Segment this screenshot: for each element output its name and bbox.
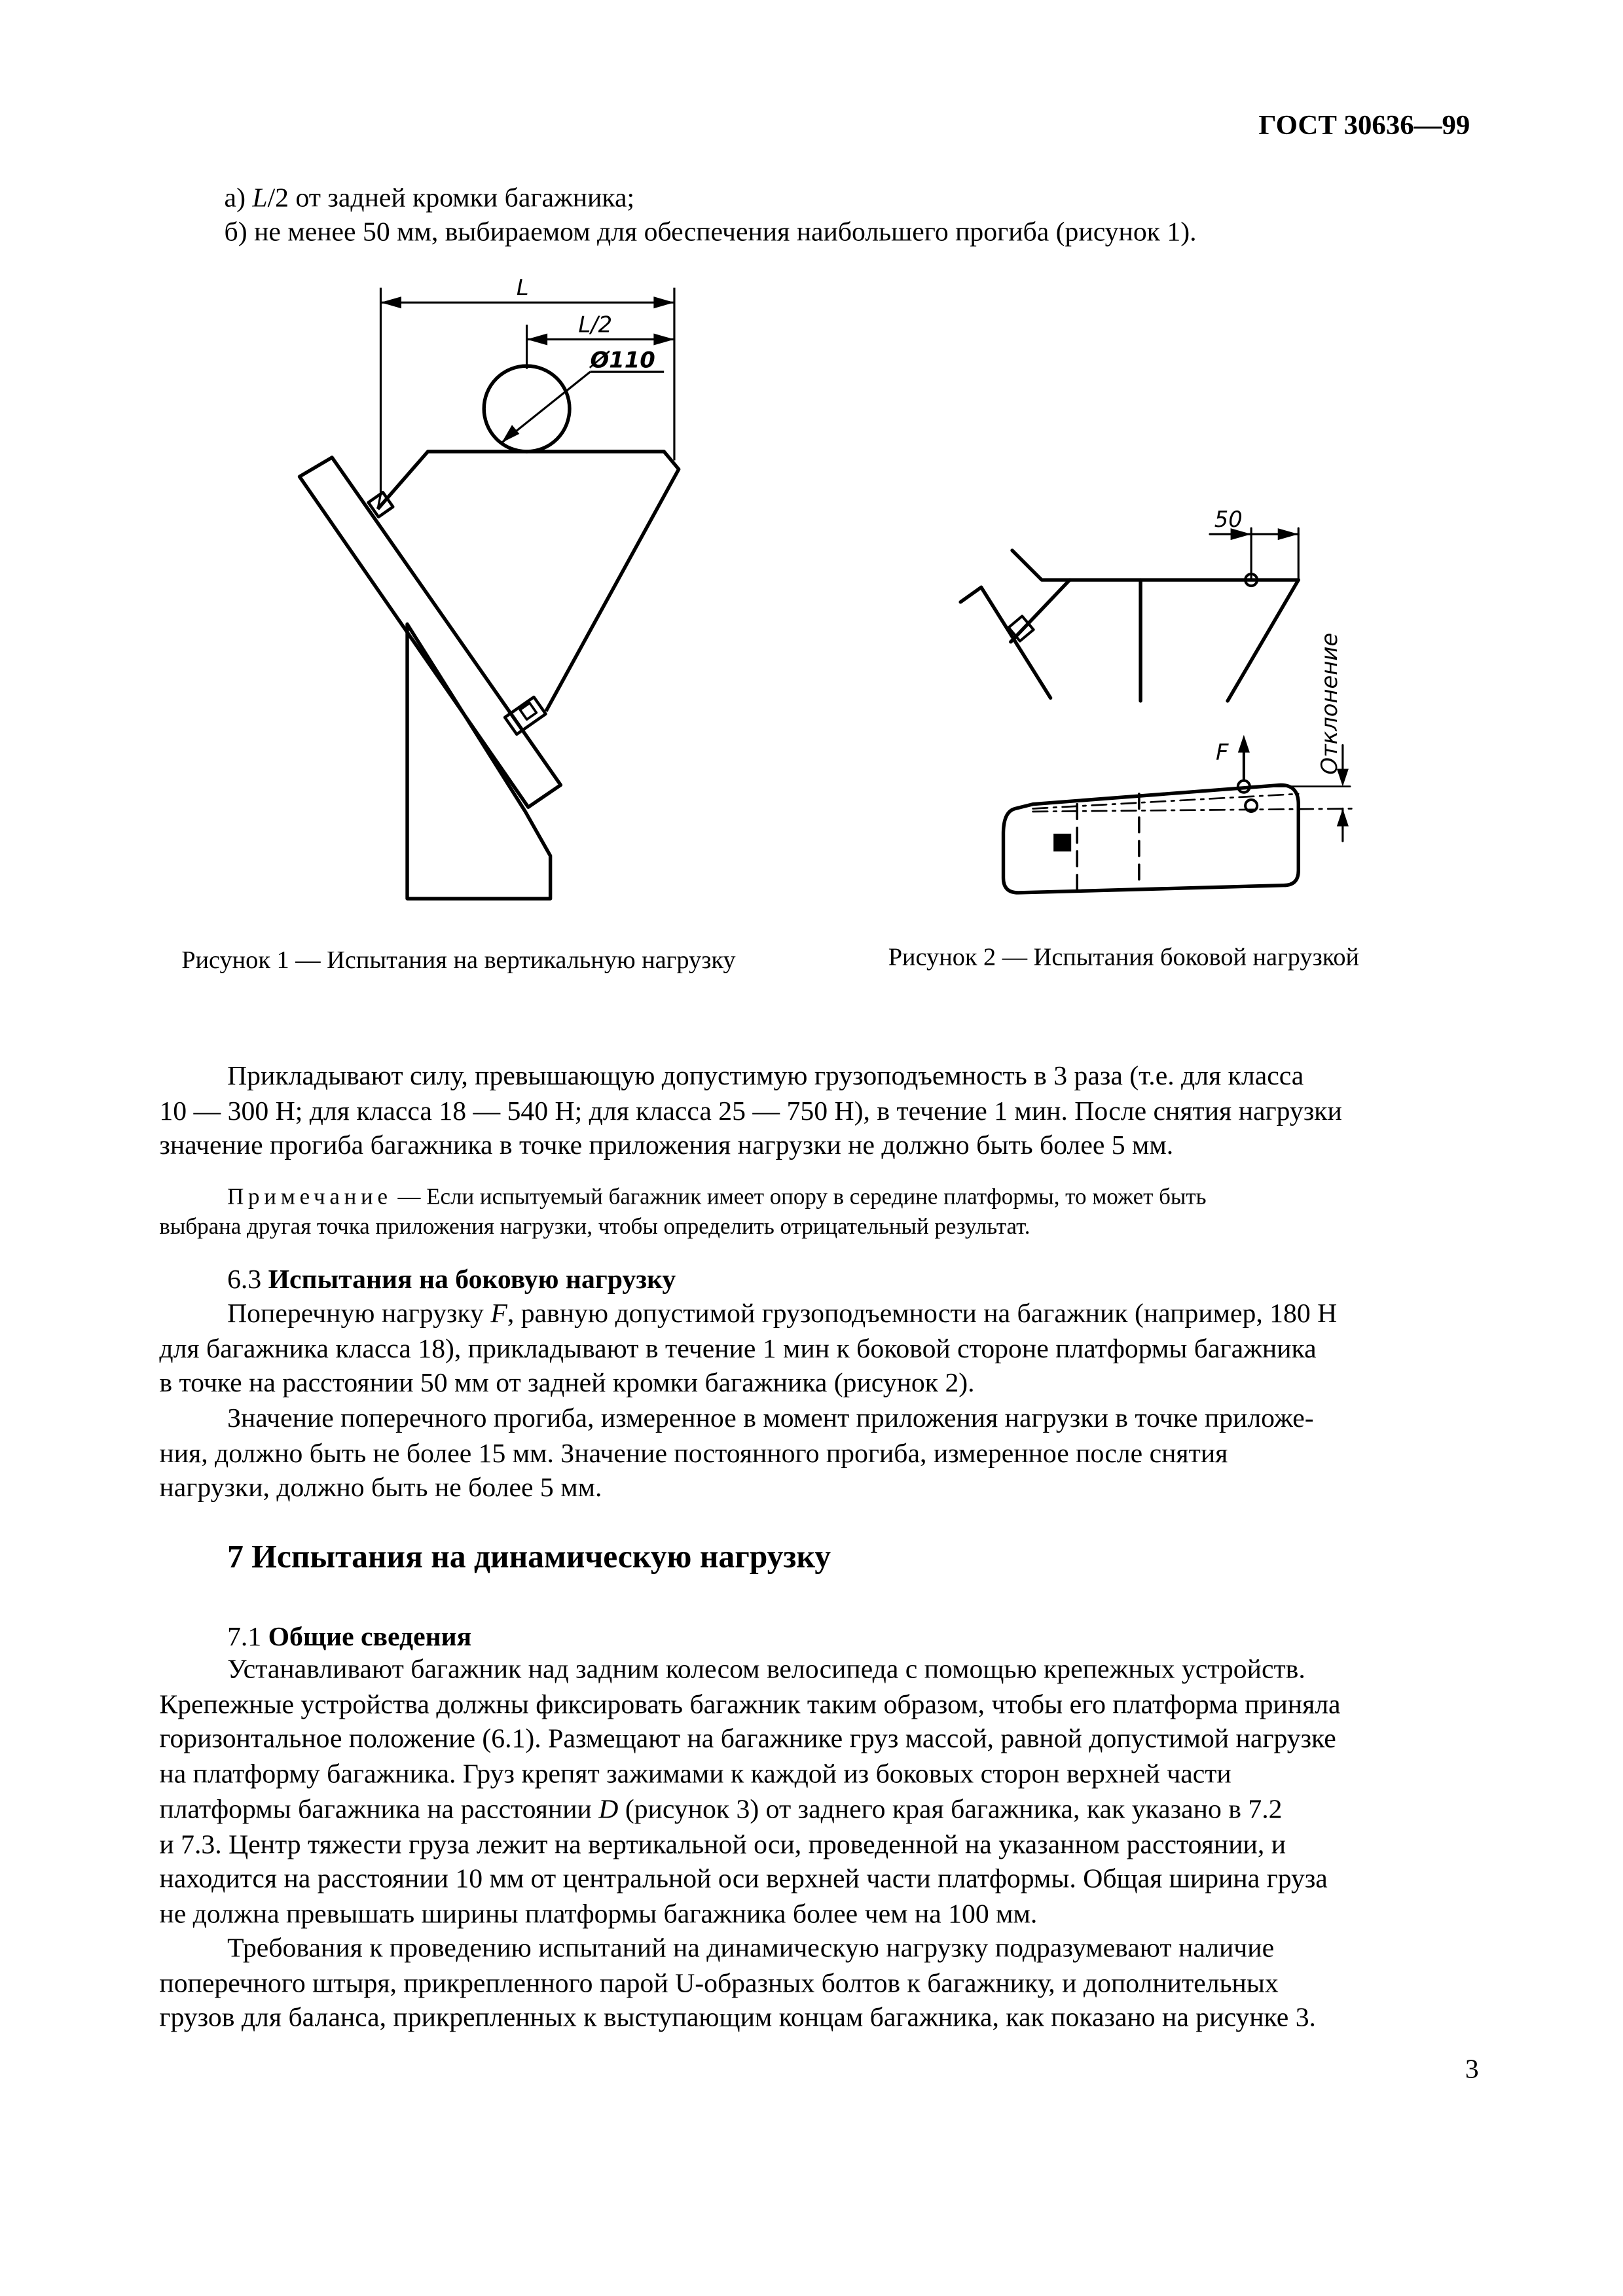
subsection-number: 7.1	[227, 1623, 262, 1653]
paragraph-line: нагрузки, должно быть не более 5 мм.	[159, 1475, 602, 1505]
fig2-fastener	[1053, 834, 1071, 852]
fig1-label-half: L/2	[578, 312, 613, 338]
list-marker-b: б)	[224, 218, 247, 248]
figure-2-caption: Рисунок 2 — Испытания боковой нагрузкой	[888, 942, 1360, 971]
subsection-title: Общие сведения	[268, 1623, 472, 1653]
document-code-header: ГОСТ 30636—99	[1258, 111, 1470, 142]
paragraph-line: Крепежные устройства должны фиксировать багажник таким образом, чтобы его платформа приняла	[159, 1690, 1341, 1721]
section-7-1-heading	[227, 1622, 471, 1657]
paragraph-line: в точке на расстоянии 50 мм от задней кромки багажника (рисунок 2).	[159, 1370, 975, 1400]
paragraph-line: не должна превышать ширины платформы багажника более чем на 100 мм.	[159, 1900, 1038, 1930]
figure-1-caption: Рисунок 1 — Испытания на вертикальную нагрузку	[181, 946, 736, 974]
note-text: — Если испытуемый багажник имеет опору в середине платформы, то может быть	[392, 1185, 1207, 1210]
figure-2-drawing	[0, 0, 1623, 1033]
fig2-rack-left-leg	[981, 587, 1051, 698]
paragraph-line: ния, должно быть не более 15 мм. Значение постоянного прогиба, измеренное после снятия	[159, 1439, 1228, 1469]
section-title: Испытания на боковую нагрузку	[268, 1266, 676, 1296]
section-6-3-heading	[227, 1265, 676, 1299]
note-block	[159, 1183, 1484, 1242]
fig2-label-offset: 50	[1214, 506, 1243, 532]
fig2-label-force: F	[1216, 740, 1229, 766]
paragraph-line: и 7.3. Центр тяжести груза лежит на вертикальной оси, проведенной на указанном расстоянии, и	[159, 1830, 1286, 1860]
list-text-b: не менее 50 мм, выбираемом для обеспечения наибольшего прогиба (рисунок 1).	[254, 218, 1197, 248]
paragraph-line: находится на расстоянии 10 мм от центральной оси верхней части платформы. Общая ширина груза	[159, 1865, 1328, 1895]
list-text-a: /2 от задней кромки багажника;	[267, 184, 635, 214]
fig1-label-L: L	[516, 274, 529, 300]
fig2-rack-right-leg	[1228, 580, 1298, 701]
note-label: Примечание	[227, 1185, 392, 1210]
paragraph-line: значение прогиба багажника в точке приложения нагрузки не должно быть более 5 мм.	[159, 1132, 1174, 1162]
paragraph-load-test	[159, 1061, 1484, 1166]
paragraph-line: 10 — 300 Н; для класса 18 — 540 Н; для класса 25 — 750 Н), в течение 1 мин. После снятия нагрузки	[159, 1097, 1342, 1127]
section-number: 6.3	[227, 1266, 262, 1296]
section-6-3-paragraph-2	[159, 1403, 1484, 1508]
var-D: D	[598, 1795, 619, 1825]
paragraph-line: на платформу багажника. Груз крепят зажимами к каждой из боковых сторон верхней части	[159, 1760, 1231, 1790]
paragraph-line: для багажника класса 18), прикладывают в течение 1 мин к боковой стороне платформы багажника	[159, 1335, 1317, 1365]
fig2-axis-deflected	[1033, 808, 1355, 812]
fig2-label-deviation: Отклонение	[1316, 632, 1342, 775]
paragraph-line: Прикладывают силу, превышающую допустимую грузоподъемность в 3 раза (т.е. для класса	[227, 1062, 1304, 1092]
section-6-3-paragraph-1	[159, 1299, 1484, 1403]
section-7-1-paragraph-1	[159, 1654, 1484, 1934]
page-number: 3	[1465, 2055, 1479, 2085]
section-7-heading: 7 Испытания на динамическую нагрузку	[227, 1537, 831, 1575]
paragraph-line: горизонтальное положение (6.1). Размещают на багажнике груз массой, равной допустимой нагрузке	[159, 1725, 1336, 1755]
paragraph-line: грузов для баланса, прикрепленных к выступающим концам багажника, как показано на рисунке 3.	[159, 2004, 1316, 2034]
paragraph-line: Требования к проведению испытаний на динамическую нагрузку подразумевают наличие	[227, 1934, 1275, 1964]
note-line: выбрана другая точка приложения нагрузки, чтобы определить отрицательный результат.	[159, 1214, 1030, 1240]
list-marker-a: а)	[224, 184, 246, 214]
paragraph-line: Устанавливают багажник над задним колесом велосипеда с помощью крепежных устройств.	[227, 1655, 1305, 1685]
paragraph-line: Поперечную нагрузку F, равную допустимой грузоподъемности на багажник (например, 180 Н	[227, 1300, 1338, 1330]
paragraph-line: платформы багажника на расстоянии D (рисунок 3) от заднего края багажника, как указано в 7.2	[159, 1795, 1283, 1825]
paragraph-line: поперечного штыря, прикрепленного парой U-образных болтов к багажнику, и дополнительных	[159, 1969, 1279, 2000]
var-F: F	[490, 1300, 507, 1330]
fig1-label-diameter: Ø110	[590, 347, 655, 373]
paragraph-line: Значение поперечного прогиба, измеренное в момент приложения нагрузки в точке приложе-	[227, 1405, 1314, 1435]
section-7-1-paragraph-2	[159, 1933, 1484, 2037]
note-line	[159, 1183, 1484, 1213]
list-var-L: L	[252, 184, 268, 214]
